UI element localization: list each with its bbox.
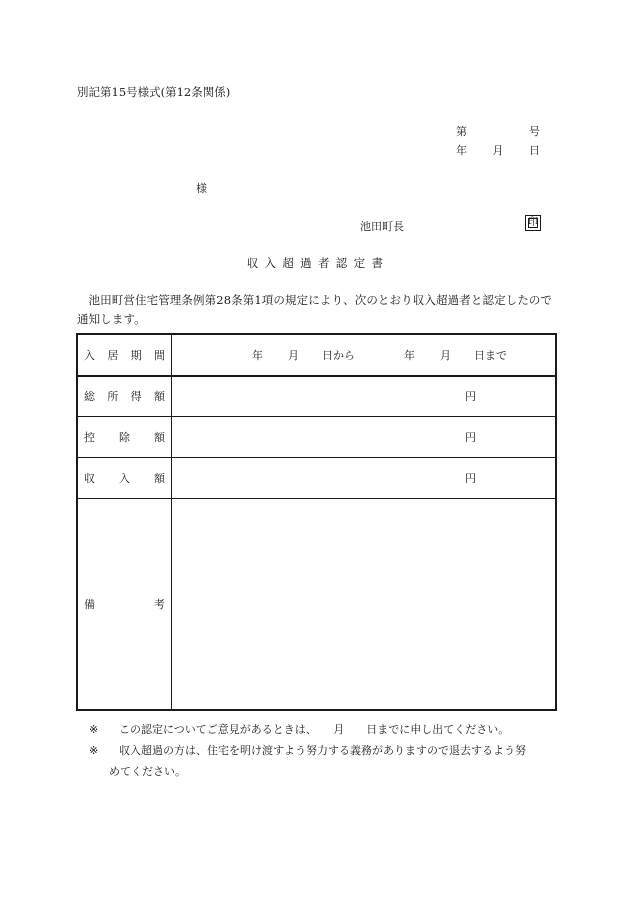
period-to-day: 日まで (474, 349, 507, 362)
label-char: 入 (84, 349, 95, 362)
income-value[interactable] (172, 458, 555, 498)
note-text: この認定についてご意見があるときは、 月 日までに申し出てください。 (119, 723, 510, 736)
yen-unit: 円 (465, 472, 476, 485)
label-char: 額 (154, 472, 165, 485)
residence-period-value[interactable] (172, 335, 555, 375)
issue-date-line (456, 142, 540, 158)
table-row-residence-period (78, 335, 555, 377)
note-text: 収入超過の方は、住宅を明け渡すよう努力する義務がありますので退去するよう努 (119, 744, 526, 757)
label-char: 収 (84, 472, 95, 485)
period-from-day: 日から (322, 349, 355, 362)
period-from-year: 年 (252, 349, 263, 362)
yen-unit: 円 (465, 390, 476, 403)
label-char: 入 (119, 472, 130, 485)
table-row-total-income (78, 376, 555, 417)
date-year: 年 (456, 144, 467, 157)
number-suffix: 号 (529, 125, 540, 138)
row-label-remarks (78, 499, 172, 709)
label-char: 考 (154, 598, 165, 611)
table-row-deduction (78, 417, 555, 458)
label-char: 得 (130, 390, 142, 403)
date-month: 月 (492, 144, 504, 157)
form-number-label: 別記第15号様式(第12条関係) (77, 85, 231, 99)
addressee-suffix: 様 (196, 182, 207, 195)
certification-table (76, 333, 557, 711)
yen-unit: 円 (465, 431, 476, 444)
label-char: 所 (107, 390, 119, 403)
row-label-deduction (78, 417, 172, 457)
seal-mark: 印 (525, 215, 541, 231)
label-char: 間 (153, 349, 165, 362)
note-mark: ※ (89, 723, 99, 736)
note-spacer (89, 761, 109, 782)
deduction-value[interactable] (172, 417, 555, 457)
body-paragraph: 池田町営住宅管理条例第28条第1項の規定により、次のとおり収入超過者と認定したので通知します。 (77, 293, 553, 326)
label-char: 控 (84, 431, 95, 444)
note-mark: ※ (89, 744, 99, 757)
table-row-remarks (78, 499, 555, 709)
period-from-month: 月 (288, 349, 299, 362)
label-char: 総 (84, 390, 95, 403)
period-to-month: 月 (440, 349, 451, 362)
table-row-income (78, 458, 555, 499)
label-char: 額 (153, 390, 165, 403)
label-char: 除 (119, 431, 130, 444)
note-text: めてください。 (109, 765, 186, 778)
issuer-name: 池田町長 (360, 220, 404, 233)
document-number-line (456, 123, 540, 139)
label-char: 備 (84, 598, 95, 611)
label-char: 額 (154, 431, 165, 444)
label-char: 居 (107, 349, 119, 362)
document-title: 収入超過者認定書 (246, 256, 390, 270)
note-item (89, 740, 526, 761)
number-prefix: 第 (456, 125, 467, 138)
row-label-total-income (78, 376, 172, 416)
label-char: 期 (130, 349, 142, 362)
row-label-residence-period (78, 335, 172, 375)
note-item-continuation (89, 761, 526, 782)
note-item (89, 719, 526, 740)
period-to-year: 年 (404, 349, 415, 362)
row-label-income (78, 458, 172, 498)
total-income-value[interactable] (172, 376, 555, 416)
notes-section (89, 719, 526, 782)
date-day: 日 (529, 144, 540, 157)
remarks-value[interactable] (172, 499, 555, 709)
